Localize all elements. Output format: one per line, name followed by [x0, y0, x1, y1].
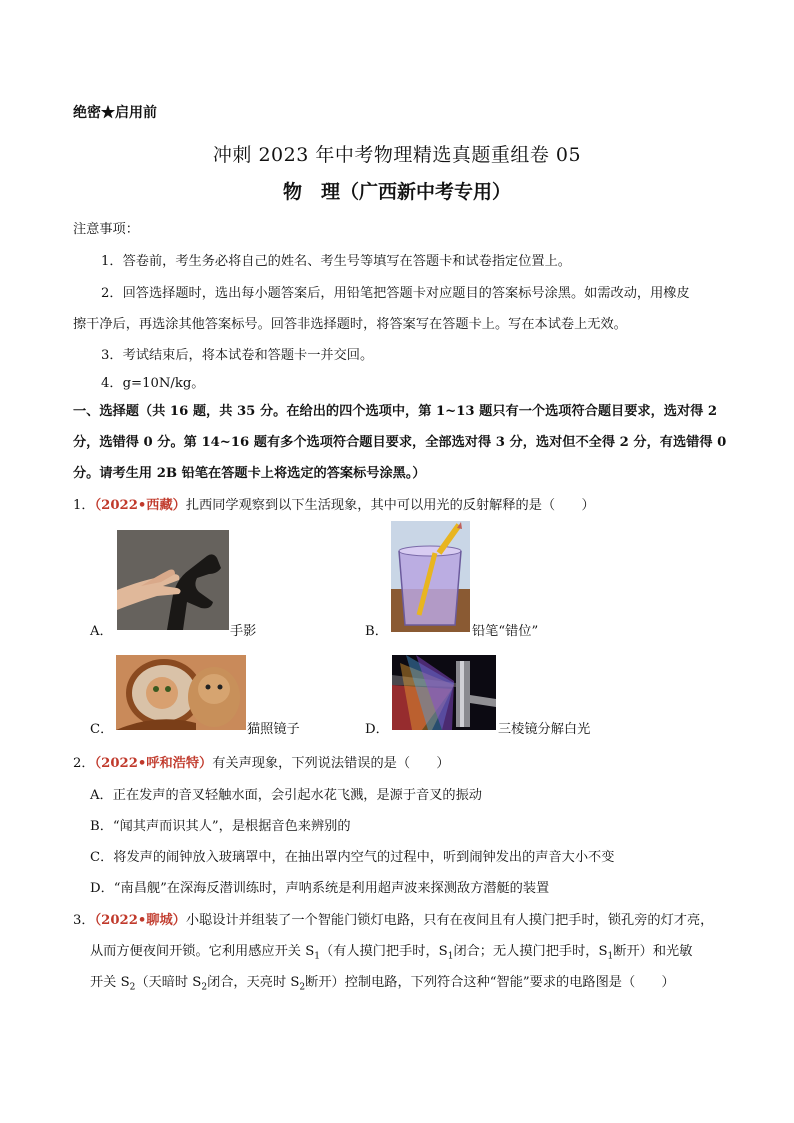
section-instructions-3: 分。请考生用 2B 铅笔在答题卡上将选定的答案标号涂黑。）: [73, 466, 426, 481]
question-3-stem-line-1: 3．（2022•聊城）小聪设计并组装了一个智能门锁灯电路，只有在夜间且有人摸门把手时，锁孔旁的灯才亮，: [73, 913, 714, 928]
question-2-option-a: A．正在发声的音叉轻触水面，会引起水花飞溅，是源于音叉的振动: [90, 788, 482, 803]
question-3-stem-line-2: 从而方便夜间开锁。它利用感应开关 $S_1$（有人摸门把手时，$S_1$闭合；无人摸门把手时，$S_1$断开）和光敏: [90, 944, 693, 962]
note-item-2: 2．回答选择题时，选出每小题答案后，用铅笔把答题卡对应题目的答案标号涂黑。如需改动，用橡皮: [101, 286, 690, 301]
option-b-text: 铅笔“错位”: [472, 624, 539, 639]
option-c-text: 猫照镜子: [247, 722, 300, 737]
prism-image: [392, 655, 496, 730]
exam-subtitle: 物 理（广西新中考专用）: [282, 181, 511, 203]
exam-title: 冲刺 2023 年中考物理精选真题重组卷 05: [212, 144, 582, 166]
question-3-stem-line-3: 开关 $S_2$（天暗时 $S_2$闭合，天亮时 $S_2$断开）控制电路，下列符合这种“智能”要求的电路图是（ ）: [90, 975, 675, 993]
option-d-text: 三棱镜分解白光: [498, 722, 591, 737]
hand-shadow-image: [117, 530, 229, 630]
question-2-stem: 2．（2022•呼和浩特）有关声现象，下列说法错误的是（ ）: [73, 756, 450, 771]
question-2-option-b: B．“闻其声而识其人”，是根据音色来辨别的: [90, 819, 351, 834]
section-instructions-2: 分，选错得 0 分。第 14~16 题有多个选项符合题目要求，全部选对得 3 分，选对但不全得 2 分，有选错得 0: [73, 435, 727, 450]
option-b-letter: B．: [365, 624, 388, 639]
note-item-2-cont: 擦干净后，再选涂其他答案标号。回答非选择题时，将答案写在答题卡上。写在本试卷上无效。: [73, 317, 627, 332]
cat-mirror-image: [116, 655, 246, 730]
notes-heading: 注意事项：: [73, 222, 139, 237]
question-1-stem: 1．（2022•西藏）扎西同学观察到以下生活现象，其中可以用光的反射解释的是（ ）: [73, 498, 595, 513]
question-2-source: （2022•呼和浩特）: [94, 756, 213, 771]
note-item-1: 1．答卷前，考生务必将自己的姓名、考生号等填写在答题卡和试卷指定位置上。: [101, 254, 571, 269]
option-d-letter: D．: [365, 722, 389, 737]
note-item-4: 4．g=10N/kg。: [101, 376, 205, 391]
option-a-letter: A．: [90, 624, 113, 639]
question-2-option-c: C．将发声的闹钟放入玻璃罩中，在抽出罩内空气的过程中，听到闹钟发出的声音大小不变: [90, 850, 615, 865]
pencil-in-water-image: [391, 521, 470, 632]
option-c-letter: C．: [90, 722, 114, 737]
question-2-option-d: D．“南昌舰”在深海反潜训练时，声呐系统是利用超声波来探测敌方潜艇的装置: [90, 881, 550, 896]
note-item-3: 3．考试结束后，将本试卷和答题卡一并交回。: [101, 348, 374, 363]
question-1-source: （2022•西藏）: [94, 498, 186, 513]
question-3-source: （2022•聊城）: [94, 913, 186, 928]
section-instructions-1: 一、选择题（共 16 题，共 35 分。在给出的四个选项中，第 1~13 题只有一个选项符合题目要求，选对得 2: [73, 404, 718, 419]
option-a-text: 手影: [230, 624, 257, 639]
confidential-mark: 绝密★启用前: [73, 105, 157, 121]
